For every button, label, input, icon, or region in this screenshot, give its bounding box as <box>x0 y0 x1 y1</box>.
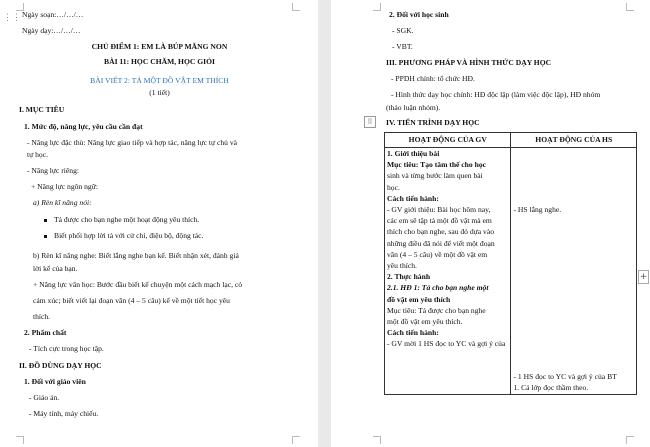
cell-line: sinh và từng bước làm quen bài <box>387 171 483 181</box>
table-header-cell: HOẠT ĐỘNG CỦA HS <box>511 133 637 148</box>
paragraph: + Năng lực ngôn ngữ: <box>31 182 98 191</box>
cell-line: Mục tiêu: Tả được cho bạn nghe <box>387 305 486 315</box>
section-heading: I. MỤC TIÊU <box>19 105 65 114</box>
paragraph: b) Rèn kĩ năng nghe: Biết lắng nghe bạn kể. Biết nhận xét, đánh giá <box>33 251 239 260</box>
paragraph: - Giáo án. <box>29 393 60 402</box>
bullet-icon <box>44 235 47 238</box>
subsection-heading: 1. Mức độ, năng lực, yêu cầu cần đạt <box>24 122 143 131</box>
paragraph: - Hình thức dạy học chính: HĐ độc lập (làm việc độc lập), HĐ nhóm <box>391 90 601 99</box>
lesson-plan-table <box>384 132 637 395</box>
paragraph: a) Rèn kĩ năng nói: <box>33 198 92 207</box>
cell-line: - GV giới thiệu: Bài học hôm nay, <box>387 205 491 215</box>
section-heading: II. ĐỒ DÙNG DẠY HỌC <box>19 361 102 370</box>
table-header-cell: HOẠT ĐỘNG CỦA GV <box>385 133 511 148</box>
table-move-handle-icon[interactable]: ⠿ <box>364 116 376 128</box>
paragraph: - Năng lực đặc thù: Năng lực giao tiếp và hợp tác, năng lực tự chủ và <box>27 138 238 147</box>
paragraph: - Tích cực trong học tập. <box>29 344 104 353</box>
bullet-item: Biết phối hợp lời tả với cử chỉ, điệu bộ, động tác. <box>54 231 204 240</box>
cell-line: yêu thích. <box>387 261 417 271</box>
cell-line: - HS lắng nghe. <box>513 205 562 214</box>
cell-line: các em sẽ tập tả một đồ vật mà em <box>387 216 492 226</box>
cell-line: những điều đã nói để viết một đoạn <box>387 238 495 248</box>
cell-line: Cách tiến hành: <box>387 328 439 338</box>
cell-line: Cách tiến hành: <box>387 193 439 203</box>
paragraph: thích. <box>33 312 51 321</box>
drag-handle-icon[interactable]: ⋮⋮ <box>3 12 21 22</box>
cell-line: - GV mời 1 HS đọc to YC và gợi ý của <box>387 339 506 349</box>
cell-line: 1. Giới thiệu bài <box>387 149 440 158</box>
paragraph: tự học. <box>27 150 48 159</box>
student-activity-cell <box>511 148 637 395</box>
crop-mark <box>16 436 24 444</box>
section-heading: IV. TIẾN TRÌNH DẠY HỌC <box>386 118 480 127</box>
period: (1 tiết) <box>149 88 170 97</box>
cell-line: thích cho bạn nghe, sau đó dựa vào <box>387 227 495 237</box>
crop-mark <box>373 436 381 444</box>
cell-line: học. <box>387 182 400 192</box>
crop-mark <box>292 3 300 11</box>
subsection-heading: 2. Đối với học sinh <box>389 10 449 19</box>
subsection-heading: 2. Phẩm chất <box>24 328 67 337</box>
theme-title: CHỦ ĐIỂM 1: EM LÀ BÚP MĂNG NON <box>91 42 228 51</box>
paragraph: - VBT. <box>392 42 413 51</box>
cell-line: một đồ vật em yêu thích. <box>387 317 463 327</box>
cell-line: - 1 HS đọc to YC và gợi ý của BT <box>513 372 617 382</box>
crop-mark <box>626 436 634 444</box>
table-header-row <box>385 133 637 148</box>
teacher-activity-cell <box>385 148 511 395</box>
cell-line: 1. Cả lớp đọc thầm theo. <box>513 383 589 393</box>
paragraph: - SGK. <box>392 26 414 35</box>
add-row-plus-icon[interactable]: + <box>639 272 648 282</box>
cell-line: 2. Thực hành <box>387 272 431 282</box>
crop-mark <box>373 3 381 11</box>
date-teach: Ngày dạy:…/…/… <box>22 26 81 35</box>
cell-line: 2.1. HĐ 1: Tả cho bạn nghe một <box>387 283 489 293</box>
section-heading: III. PHƯƠNG PHÁP VÀ HÌNH THỨC DẠY HỌC <box>386 58 552 67</box>
bullet-item: Tả được cho bạn nghe một hoạt động yêu thích. <box>54 215 200 224</box>
subsection-heading: 1. Đối với giáo viên <box>24 377 86 386</box>
paragraph: - Năng lực riêng: <box>27 166 79 175</box>
article-title: BÀI VIẾT 2: TẢ MỘT ĐỒ VẬT EM THÍCH <box>90 76 229 85</box>
table-row <box>385 148 637 395</box>
paragraph: lời kể của bạn. <box>33 264 78 273</box>
cell-line: văn (4 – 5 câu) về một đồ vật em <box>387 249 488 259</box>
paragraph: - Máy tính, máy chiếu. <box>29 409 99 418</box>
cell-line: đồ vật em yêu thích <box>387 294 451 304</box>
date-compose: Ngày soạn:…/…/… <box>22 10 84 19</box>
paragraph: + Năng lực văn học: Bước đầu biết kể chuyện một cách mạch lạc, có <box>33 280 243 289</box>
paragraph: (thảo luận nhóm). <box>386 103 441 112</box>
cell-line: Mục tiêu: Tạo tâm thế cho học <box>387 160 486 170</box>
lesson-title: BÀI 11: HỌC CHĂM, HỌC GIỎI <box>104 57 215 66</box>
paragraph: - PPDH chính: tổ chức HĐ. <box>391 74 475 83</box>
crop-mark <box>292 436 300 444</box>
bullet-icon <box>44 219 47 222</box>
crop-mark <box>626 3 634 11</box>
paragraph: cảm xúc; biết viết lại đoạn văn (4 – 5 câu) kể về một tiết học yêu <box>33 296 230 305</box>
